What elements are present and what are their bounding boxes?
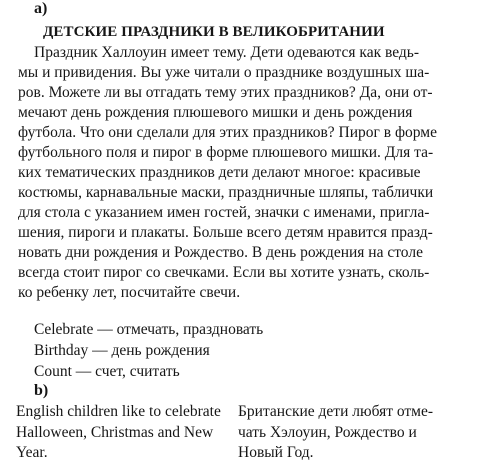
body-line: костюмы, карнавальные маски, праздничные шляпы, таблички — [18, 184, 434, 201]
vocabulary-item: Birthday — день рождения — [34, 342, 210, 359]
body-line: для стола с указанием имен гостей, значки с именами, пригла- — [18, 204, 430, 221]
body-line: футбольного поля и пирог в форме плюшевого мишки. Для та- — [18, 144, 434, 161]
body-line: ров. Можете ли вы отгадать тему этих праздников? Да, они от- — [18, 84, 433, 101]
body-line: шения, пироги и плакаты. Больше всего детям нравится празд- — [18, 224, 433, 241]
english-line: Year. — [16, 444, 48, 461]
body-line: ко ребенку лет, посчитайте свечи. — [18, 284, 241, 301]
body-line: новать дни рождения и Рождество. В день рождения на столе — [18, 244, 423, 261]
vocabulary-item: Celebrate — отмечать, праздновать — [34, 321, 264, 338]
russian-line: чать Хэлоуин, Рождество и — [238, 424, 417, 441]
section-a-label: а) — [34, 0, 48, 17]
page-title: ДЕТСКИЕ ПРАЗДНИКИ В ВЕЛИКОБРИТАНИИ — [43, 24, 385, 40]
body-line: Праздник Халлоуин имеет тему. Дети одеваются как ведь- — [34, 44, 419, 61]
body-line: всегда стоит пирог со свечками. Если вы хотите узнать, сколь- — [18, 264, 430, 281]
body-line: мечают день рождения плюшевого мишки и день рождения — [18, 104, 413, 121]
russian-line: Британские дети любят отме- — [238, 403, 434, 420]
russian-line: Новый Год. — [238, 444, 314, 461]
english-line: English children like to celebrate — [16, 403, 221, 420]
section-b-label: b) — [34, 382, 49, 399]
body-line: футбола. Что они сделали для этих праздников? Пирог в форме — [18, 124, 437, 141]
body-line: ких тематических праздников дети делают многое: красивые — [18, 164, 421, 181]
body-line: мы и привидения. Вы уже читали о празднике воздушных ша- — [18, 64, 430, 81]
vocabulary-item: Count — счет, считать — [34, 363, 180, 380]
english-line: Halloween, Christmas and New — [16, 424, 214, 441]
